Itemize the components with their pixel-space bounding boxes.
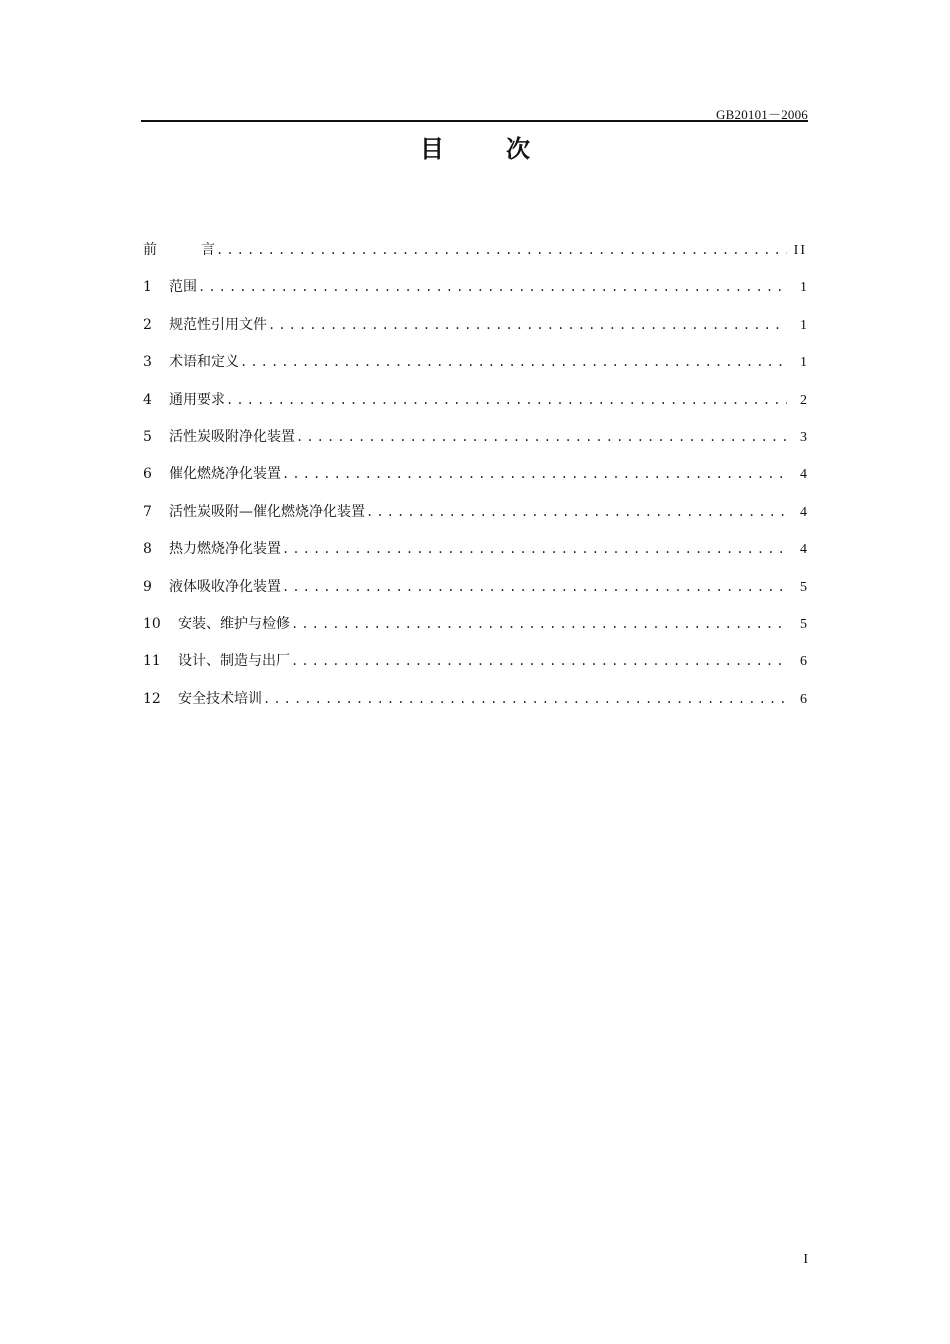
toc-entry-label: 前 言: [143, 242, 215, 258]
toc-page-number: 6: [800, 691, 807, 707]
toc-entry-label: 安装、维护与检修: [178, 615, 290, 632]
toc-entry-label: 活性炭吸附—催化燃烧净化装置: [169, 503, 365, 520]
toc-entry-5[interactable]: [143, 427, 807, 464]
toc-entry-label: 液体吸收净化装置: [169, 578, 281, 595]
header-rule: [141, 120, 808, 122]
toc-entry-label: 规范性引用文件: [169, 316, 267, 333]
standard-code: GB20101－2006: [716, 107, 808, 122]
toc-entry-9[interactable]: [143, 577, 807, 614]
toc-page-number: 3: [800, 429, 807, 445]
toc-entry-10[interactable]: [143, 614, 807, 651]
toc-leader-dots: [198, 277, 787, 297]
toc-leader-dots: [282, 539, 787, 559]
toc-leader-dots: [296, 427, 787, 447]
toc-page-number: 1: [800, 355, 807, 371]
toc-page-number: 1: [800, 280, 807, 296]
toc-entry-4[interactable]: [143, 390, 807, 427]
toc-page-number: 4: [800, 504, 807, 520]
toc-leader-dots: [366, 502, 787, 522]
toc-entry-number: 4: [143, 391, 152, 408]
toc-entry-label: 活性炭吸附净化装置: [169, 428, 295, 445]
toc-entry-11[interactable]: [143, 651, 807, 688]
toc-page-number: 2: [800, 392, 807, 408]
toc-entry-number: 2: [143, 316, 152, 333]
toc-entry-label: 热力燃烧净化装置: [169, 541, 281, 558]
toc-leader-dots: [291, 614, 787, 634]
toc-entry-6[interactable]: [143, 464, 807, 501]
toc-page-number: II: [793, 243, 807, 258]
toc-page-number: 6: [800, 654, 807, 670]
toc-leader-dots: [282, 464, 787, 484]
title-char-1: 目: [420, 135, 444, 163]
toc-page-number: 5: [800, 579, 807, 595]
toc-page-number: 4: [800, 467, 807, 483]
table-of-contents: [143, 240, 807, 726]
toc-page-number: 5: [800, 616, 807, 632]
toc-entry-number: 10: [143, 615, 161, 632]
toc-leader-dots: [240, 352, 787, 372]
toc-leader-dots: [263, 689, 787, 709]
page-number: I: [803, 1252, 808, 1267]
toc-entry-label: 术语和定义: [169, 354, 239, 371]
toc-entry-3[interactable]: [143, 352, 807, 389]
toc-entry-number: 9: [143, 578, 152, 595]
toc-page-number: 1: [800, 317, 807, 333]
toc-entry-preface[interactable]: [143, 240, 807, 277]
toc-entry-12[interactable]: [143, 689, 807, 726]
toc-entry-label: 催化燃烧净化装置: [169, 466, 281, 483]
toc-entry-8[interactable]: [143, 539, 807, 576]
toc-entry-number: 1: [143, 279, 152, 296]
toc-entry-number: 6: [143, 466, 152, 483]
toc-entry-2[interactable]: [143, 315, 807, 352]
toc-entry-number: 12: [143, 690, 161, 707]
toc-leader-dots: [291, 651, 787, 671]
toc-entry-number: 8: [143, 541, 152, 558]
toc-entry-label: 通用要求: [169, 391, 225, 408]
toc-leader-dots: [282, 577, 787, 597]
title-char-2: 次: [506, 135, 530, 163]
toc-entry-1[interactable]: [143, 277, 807, 314]
toc-entry-label: 范围: [169, 279, 197, 296]
toc-entry-label: 设计、制造与出厂: [178, 653, 290, 670]
toc-leader-dots: [216, 240, 787, 260]
toc-entry-number: 5: [143, 428, 152, 445]
toc-entry-number: 11: [143, 653, 161, 670]
toc-leader-dots: [268, 315, 787, 335]
page-title: [0, 129, 950, 164]
toc-entry-label: 安全技术培训: [178, 690, 262, 707]
toc-entry-7[interactable]: [143, 502, 807, 539]
toc-entry-number: 3: [143, 354, 152, 371]
toc-entry-number: 7: [143, 503, 152, 520]
toc-leader-dots: [226, 390, 787, 410]
toc-page-number: 4: [800, 542, 807, 558]
